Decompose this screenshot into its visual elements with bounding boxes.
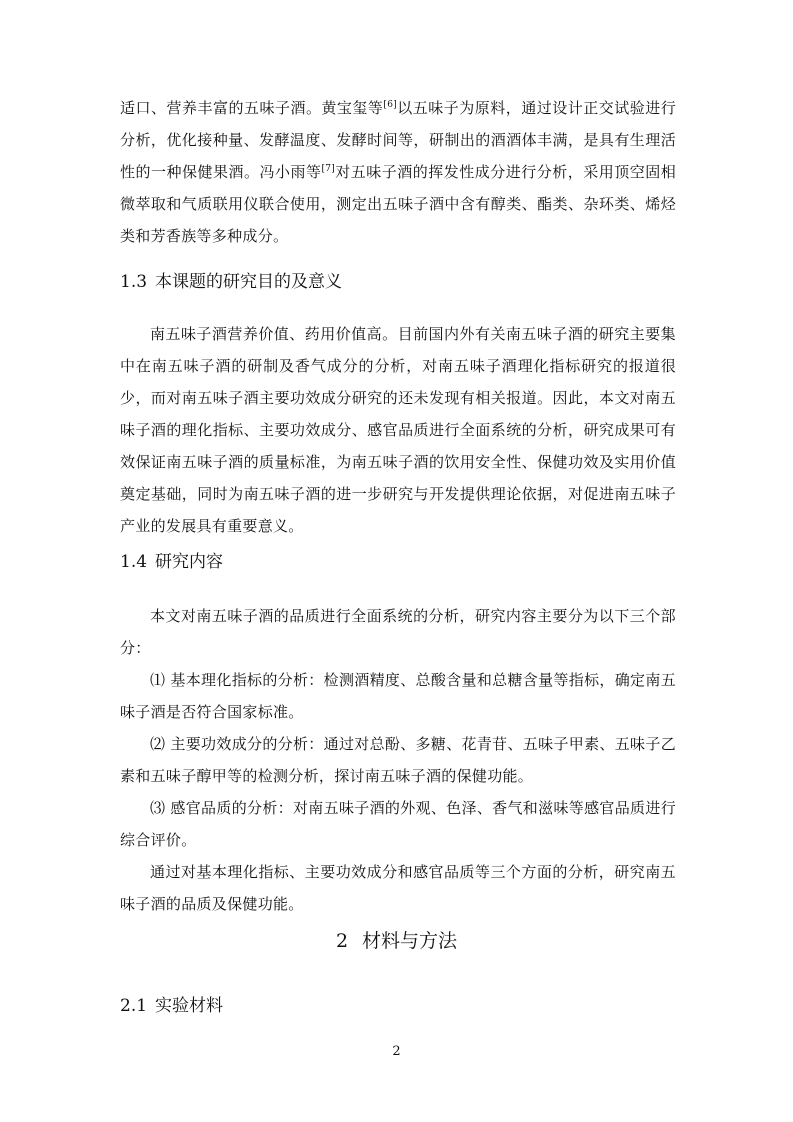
paragraph: 本文对南五味子酒的品质进行全面系统的分析，研究内容主要分为以下三个部分：	[120, 607, 676, 657]
citation-6[interactable]: [6]	[383, 100, 398, 110]
paragraph: 通过对基本理化指标、主要功效成分和感官品质等三个方面的分析，研究南五味子酒的品质及保健功能。	[120, 863, 676, 913]
list-item: ⑵ 主要功效成分的分析：通过对总酚、多糖、花青苷、五味子甲素、五味子乙素和五味子醇甲等的检测分析，探讨南五味子酒的保健功能。	[120, 735, 676, 785]
section-heading-1-3	[120, 270, 342, 294]
section-heading-1-4	[120, 550, 223, 574]
intro-paragraph	[120, 92, 676, 252]
list-item: ⑶ 感官品质的分析：对南五味子酒的外观、色泽、香气和滋味等感官品质进行综合评价。	[120, 799, 676, 849]
section-number: 1.4	[120, 552, 148, 572]
chapter-number: 2	[335, 930, 349, 952]
paragraph: 南五味子酒营养价值、药用价值高。目前国内外有关南五味子酒的研究主要集中在南五味子酒的研制及香气成分的分析，对南五味子酒理化指标研究的报道很少，而对南五味子酒主要功效成分研究的还未发现有相关报道。因此，本文对南五味子酒的理化指标、主要功效成分、感官品质进行全面系统的分析，研究成果可有效保证南五味子酒的质量标准，为南五味子酒的饮用安全性、保健功效及实用价值奠定基础，同时为南五味子酒的进一步研究与开发提供理论依据，对促进南五味子产业的发展具有重要意义。	[120, 325, 676, 535]
section-number: 1.3	[120, 272, 148, 292]
section-title: 实验材料	[155, 996, 224, 1016]
intro-text-3: 对五味子酒的挥发性成分进行分析，采用顶空固相微萃取和气质联用仪联合使用，测定出五味子酒中含有醇类、酯类、杂环类、烯烃类和芳香族等多种成分。	[120, 163, 676, 245]
list-item: ⑴ 基本理化指标的分析：检测酒精度、总酸含量和总糖含量等指标，确定南五味子酒是否符合国家标准。	[120, 671, 676, 721]
chapter-title: 材料与方法	[362, 930, 458, 952]
citation-7[interactable]: [7]	[321, 164, 336, 174]
intro-text-1: 适口、营养丰富的五味子酒。黄宝玺等	[120, 99, 384, 117]
section-title: 本课题的研究目的及意义	[155, 272, 343, 292]
chapter-heading-2	[0, 928, 793, 954]
section-heading-2-1	[120, 994, 223, 1018]
section-title: 研究内容	[155, 552, 224, 572]
intro-text-2: 以五味子为原料，通过设计正交试验进行分析，优化接种量、发酵温度、发酵时间等，研制出的酒酒体丰满，是具有生理活性的一种保健果酒。冯小雨等	[120, 99, 676, 181]
page-number: 2	[392, 1044, 401, 1059]
section-1-3-body	[120, 318, 676, 542]
section-1-4-body	[120, 600, 676, 920]
section-number: 2.1	[120, 996, 148, 1016]
